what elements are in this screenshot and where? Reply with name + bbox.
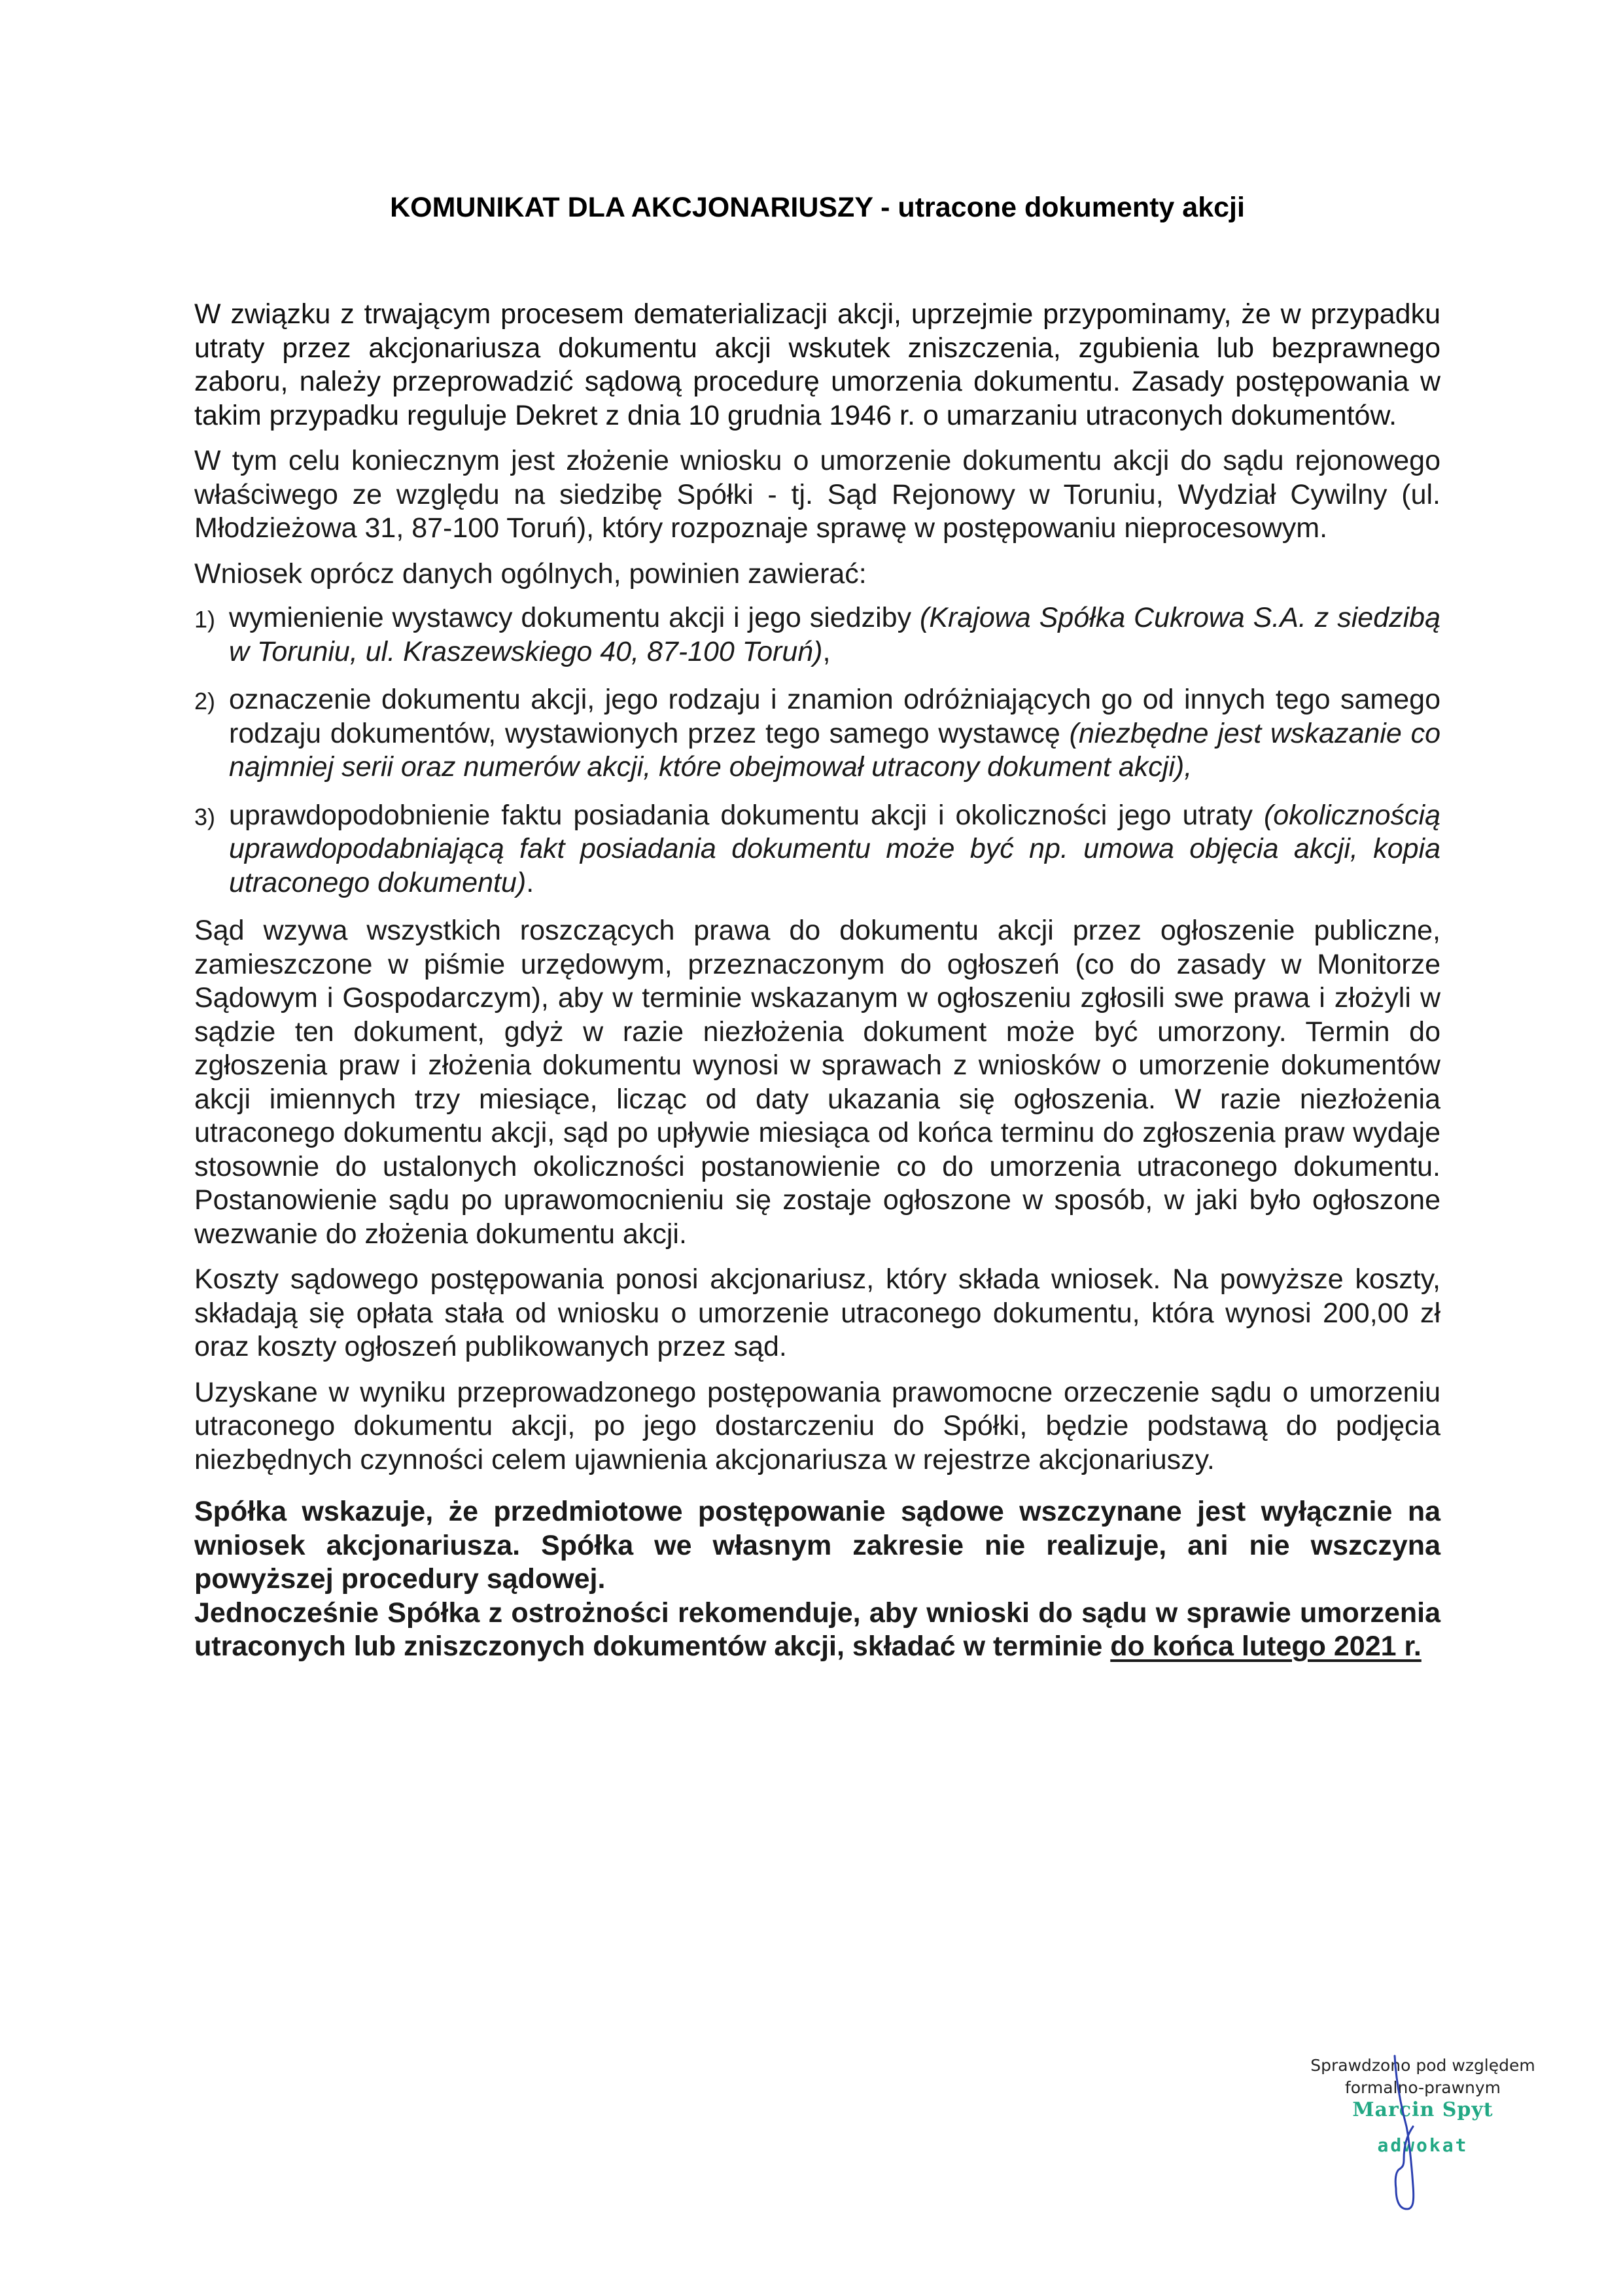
stamp-name: Marcin Spyt <box>1352 2098 1493 2121</box>
paragraph-intro: W związku z trwającym procesem dematerializacji akcji, uprzejmie przypominamy, że w przypadku utraty przez akcjonariusza dokumentu akcji wskutek zniszczenia, zgubienia lub bezprawnego zaboru, należy przeprowadzić sądową procedurę umorzenia dokumentu. Zasady postępowania w takim przypadku reguluje Dekret z dnia 10 grudnia 1946 r. o umarzaniu utraconych dokumentów. <box>194 298 1440 431</box>
stamp-line-1: Sprawdzono pod względem <box>1310 2056 1535 2075</box>
notice-deadline: do końca lutego 2021 r. <box>1110 1631 1422 1662</box>
list-item-tail: . <box>526 866 534 898</box>
list-item-tail: , <box>822 635 831 667</box>
notice-paragraph-2 <box>194 1597 1440 1664</box>
list-item-italic: (niezbędne jest wskazanie co najmniej serii oraz numerów akcji, które obejmował utracony dokument akcji), <box>229 717 1440 783</box>
list-number: 1) <box>194 606 216 633</box>
list-intro: Wniosek oprócz danych ogólnych, powinien zawierać: <box>194 557 867 590</box>
stamp-role: adwokat <box>1377 2134 1469 2156</box>
list-number: 3) <box>194 803 216 830</box>
list-item <box>194 799 1440 900</box>
list-item-italic: (okolicznością uprawdopodabniającą fakt posiadania dokumentu może być np. umowa objęcia akcji, kopia utraconego dokumentu) <box>229 799 1440 898</box>
paragraph-procedure: Sąd wzywa wszystkich roszczących prawa do dokumentu akcji przez ogłoszenie publiczne, zamieszczone w piśmie urzędowym, przeznaczonym do ogłoszeń (co do zasady w Monitorze Sądowym i Gospodarczym), aby w terminie wskazanym w ogłoszeniu zgłosili swe prawa i złożyli w sądzie ten dokument, gdyż w razie niezłożenia dokument może być umorzony. Termin do zgłoszenia praw i złożenia dokumentu wynosi w sprawach z wniosków o umorzenie dokumentów akcji imiennych trzy miesiące, licząc od daty ukazania się ogłoszenia. W razie niezłożenia utraconego dokumentu akcji, sąd po upływie miesiąca od końca terminu do zgłoszenia praw wydaje stosownie do ustalonych okoliczności postanowienie co do umorzenia utraconego dokumentu. Postanowienie sądu po uprawomocnieniu się zostaje ogłoszone w sposób, w jaki było ogłoszone wezwanie do złożenia dokumentu akcji. <box>194 915 1440 1250</box>
requirements-list <box>194 601 1440 900</box>
list-number: 2) <box>194 688 216 715</box>
paragraph-costs: Koszty sądowego postępowania ponosi akcjonariusz, który składa wniosek. Na powyższe koszty, składają się opłata stała od wniosku o umorzenie utraconego dokumentu, która wynosi 200,00 zł oraz koszty ogłoszeń publikowanych przez sąd. <box>194 1263 1440 1362</box>
stamp-line-2: formalno-prawnym <box>1344 2078 1501 2097</box>
list-item-text: oznaczenie dokumentu akcji, jego rodzaju i znamion odróżniających go od innych tego samego rodzaju dokumentów, wystawionych przez tego samego wystawcę <box>229 684 1440 749</box>
notice-recommendation: Jednocześnie Spółka z ostrożności rekomenduje, aby wnioski do sądu w sprawie umorzenia utraconych lub zniszczonych dokumentów akcji, składać w terminie <box>194 1597 1440 1662</box>
handwritten-signature-icon <box>1387 2055 1439 2212</box>
paragraph-ruling: Uzyskane w wyniku przeprowadzonego postępowania prawomocne orzeczenie sądu o umorzeniu utraconego dokumentu akcji, po jego dostarczeniu do Spółki, będzie podstawą do podjęcia niezbędnych czynności celem ujawnienia akcjonariusza w rejestrze akcjonariuszy. <box>194 1376 1440 1475</box>
list-item-text: wymienienie wystawcy dokumentu akcji i jego siedziby <box>229 602 920 633</box>
list-item-text: uprawdopodobnienie faktu posiadania dokumentu akcji i okoliczności jego utraty <box>229 799 1264 831</box>
paragraph-court: W tym celu koniecznym jest złożenie wniosku o umorzenie dokumentu akcji do sądu rejonowego właściwego ze względu na siedzibę Spółki - tj. Sąd Rejonowy w Toruniu, Wydział Cywilny (ul. Młodzieżowa 31, 87-100 Toruń), który rozpoznaje sprawę w postępowaniu nieprocesowym. <box>194 445 1440 544</box>
notice-block <box>194 1495 1440 1664</box>
list-item <box>194 683 1440 785</box>
notice-paragraph-1: Spółka wskazuje, że przedmiotowe postępowanie sądowe wszczynane jest wyłącznie na wniosek akcjonariusza. Spółka we własnym zakresie nie realizuje, ani nie wszczyna powyższej procedury sądowej. <box>194 1496 1440 1595</box>
document-title: KOMUNIKAT DLA AKCJONARIUSZY - utracone dokumenty akcji <box>390 192 1245 223</box>
list-item <box>194 601 1440 669</box>
document-body <box>194 298 1440 1664</box>
list-item-italic: (Krajowa Spółka Cukrowa S.A. z siedzibą w Toruniu, ul. Kraszewskiego 40, 87-100 Toruń) <box>229 602 1440 667</box>
